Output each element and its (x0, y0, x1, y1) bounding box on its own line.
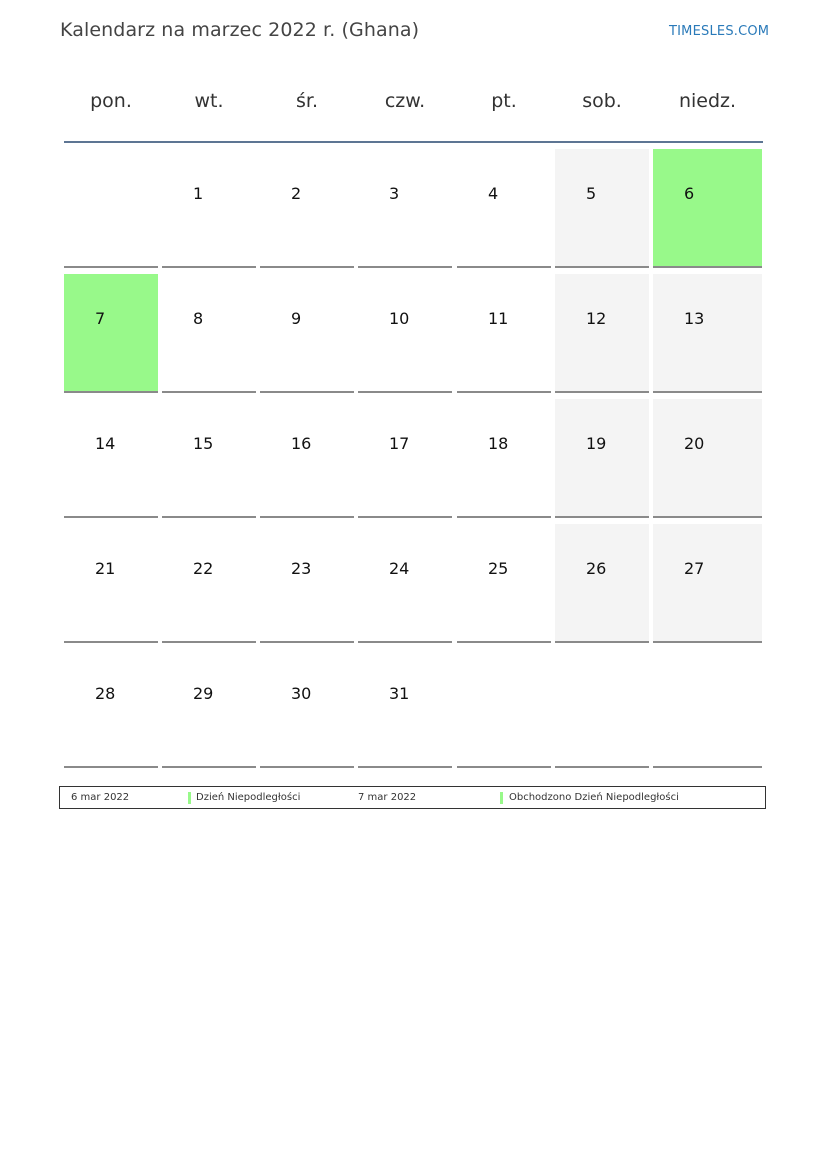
day-cell (260, 274, 354, 393)
day-cell (457, 524, 551, 643)
day-cell (162, 274, 256, 393)
day-cell (358, 399, 452, 518)
day-cell (260, 524, 354, 643)
day-number: 22 (193, 559, 214, 578)
empty-day-cell (64, 149, 158, 268)
header-divider (64, 141, 763, 143)
day-cell (162, 149, 256, 268)
day-number: 16 (291, 434, 312, 453)
day-cell (457, 274, 551, 393)
day-cell (457, 399, 551, 518)
day-cell (162, 524, 256, 643)
day-number: 5 (586, 184, 597, 203)
day-number: 14 (95, 434, 116, 453)
day-number: 2 (291, 184, 302, 203)
day-number: 1 (193, 184, 204, 203)
day-number: 18 (488, 434, 509, 453)
day-number: 4 (488, 184, 499, 203)
day-cell (162, 649, 256, 768)
day-number: 19 (586, 434, 607, 453)
day-number: 8 (193, 309, 204, 328)
day-number: 23 (291, 559, 312, 578)
day-number: 12 (586, 309, 607, 328)
calendar-grid (64, 149, 763, 770)
holiday-legend (59, 786, 766, 809)
day-cell (653, 399, 762, 518)
legend-date-1: 6 mar 2022 (71, 792, 130, 803)
day-number: 13 (684, 309, 705, 328)
day-cell (64, 274, 158, 393)
day-cell (260, 149, 354, 268)
day-cell (555, 274, 649, 393)
weekday-sun: niedz. (678, 90, 737, 112)
day-cell (64, 524, 158, 643)
legend-color-marker-1 (188, 792, 191, 804)
day-number: 25 (488, 559, 509, 578)
empty-day-cell (457, 649, 551, 768)
legend-date-2: 7 mar 2022 (358, 792, 417, 803)
legend-name-1: Dzień Niepodległości (196, 792, 301, 803)
day-number: 21 (95, 559, 116, 578)
site-link[interactable]: TIMESLES.COM (669, 24, 770, 39)
empty-day-cell (555, 649, 649, 768)
day-number: 17 (389, 434, 410, 453)
day-number: 9 (291, 309, 302, 328)
day-number: 26 (586, 559, 607, 578)
day-cell (653, 149, 762, 268)
day-cell (358, 524, 452, 643)
day-cell (555, 149, 649, 268)
day-number: 10 (389, 309, 410, 328)
day-cell (555, 524, 649, 643)
day-number: 6 (684, 184, 695, 203)
day-number: 30 (291, 684, 312, 703)
day-number: 28 (95, 684, 116, 703)
weekday-thu: czw. (384, 90, 426, 112)
day-number: 20 (684, 434, 705, 453)
legend-name-2: Obchodzono Dzień Niepodległości (509, 792, 679, 803)
day-cell (260, 649, 354, 768)
weekday-sat: sob. (582, 90, 622, 112)
day-cell (358, 149, 452, 268)
weekday-fri: pt. (491, 90, 517, 112)
day-number: 7 (95, 309, 106, 328)
day-number: 24 (389, 559, 410, 578)
day-cell (162, 399, 256, 518)
weekday-wed: śr. (295, 90, 318, 112)
weekday-mon: pon. (90, 90, 132, 112)
legend-color-marker-2 (500, 792, 503, 804)
day-number: 3 (389, 184, 400, 203)
empty-day-cell (653, 649, 762, 768)
day-number: 15 (193, 434, 214, 453)
day-cell (260, 399, 354, 518)
page-title: Kalendarz na marzec 2022 r. (Ghana) (60, 19, 420, 41)
day-number: 31 (389, 684, 410, 703)
day-cell (555, 399, 649, 518)
day-number: 27 (684, 559, 705, 578)
day-number: 11 (488, 309, 509, 328)
day-cell (653, 274, 762, 393)
day-cell (64, 649, 158, 768)
day-cell (457, 149, 551, 268)
weekday-tue: wt. (194, 90, 224, 112)
day-cell (358, 274, 452, 393)
day-cell (653, 524, 762, 643)
weekday-header-row (64, 90, 763, 120)
day-cell (64, 399, 158, 518)
day-cell (358, 649, 452, 768)
day-number: 29 (193, 684, 214, 703)
